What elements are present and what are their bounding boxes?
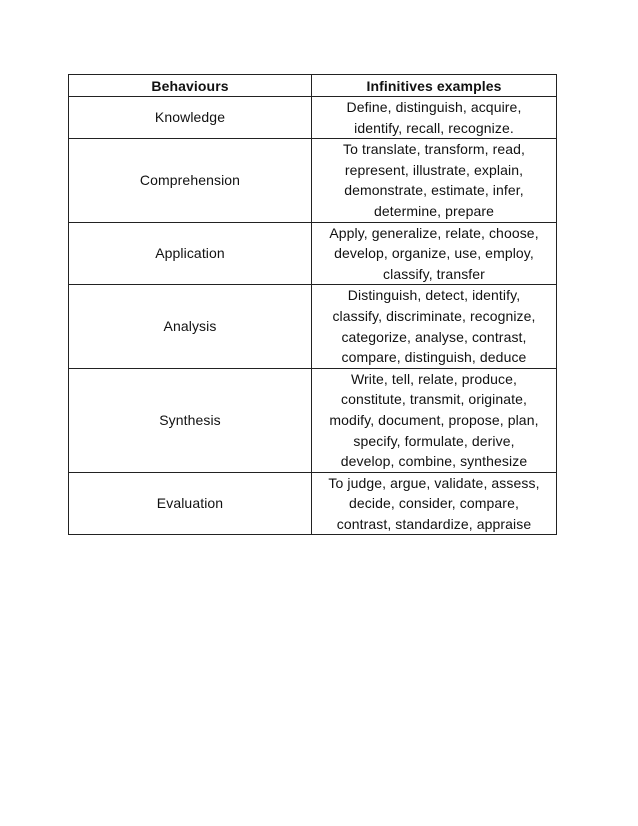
examples-cell xyxy=(312,222,557,285)
examples-cell xyxy=(312,285,557,368)
example-line: decide, consider, compare, xyxy=(349,495,519,512)
table-header-row xyxy=(69,75,557,97)
example-line: classify, discriminate, recognize, xyxy=(332,307,536,324)
table-row xyxy=(69,285,557,368)
table-row xyxy=(69,368,557,472)
example-line: Apply, generalize, relate, choose, xyxy=(329,224,539,241)
example-line: compare, distinguish, deduce xyxy=(341,349,527,366)
example-line: specify, formulate, derive, xyxy=(353,432,515,449)
example-line: constitute, transmit, originate, xyxy=(340,391,528,408)
example-line: represent, illustrate, explain, xyxy=(344,161,524,178)
example-line: contrast, standardize, appraise xyxy=(336,515,532,532)
table-row xyxy=(69,222,557,285)
behaviour-cell: Comprehension xyxy=(69,139,312,222)
example-line: determine, prepare xyxy=(373,202,495,219)
behaviour-cell: Application xyxy=(69,222,312,285)
example-line: To judge, argue, validate, assess, xyxy=(328,474,540,491)
behaviour-cell: Synthesis xyxy=(69,368,312,472)
example-line: Write, tell, relate, produce, xyxy=(350,370,518,387)
example-line: classify, transfer xyxy=(383,265,485,282)
examples-cell xyxy=(312,472,557,535)
example-line: modify, document, propose, plan, xyxy=(329,411,539,428)
behaviour-cell: Analysis xyxy=(69,285,312,368)
behaviours-table xyxy=(68,74,557,535)
table-row xyxy=(69,97,557,139)
example-line: Define, distinguish, acquire, xyxy=(346,99,522,115)
behaviour-cell: Knowledge xyxy=(69,97,312,139)
table-row xyxy=(69,139,557,222)
examples-cell xyxy=(312,97,557,139)
example-line: identify, recall, recognize. xyxy=(354,119,514,136)
example-line: Distinguish, detect, identify, xyxy=(347,287,521,304)
table-row xyxy=(69,472,557,535)
example-line: demonstrate, estimate, infer, xyxy=(344,182,524,199)
header-infinitives-examples: Infinitives examples xyxy=(312,75,557,97)
example-line: develop, organize, use, employ, xyxy=(334,245,534,262)
example-line: categorize, analyse, contrast, xyxy=(341,328,527,345)
example-line: To translate, transform, read, xyxy=(343,141,525,158)
behaviour-cell: Evaluation xyxy=(69,472,312,535)
header-behaviours: Behaviours xyxy=(69,75,312,97)
example-line: develop, combine, synthesize xyxy=(340,453,528,470)
examples-cell xyxy=(312,368,557,472)
table-body xyxy=(69,97,557,535)
examples-cell xyxy=(312,139,557,222)
